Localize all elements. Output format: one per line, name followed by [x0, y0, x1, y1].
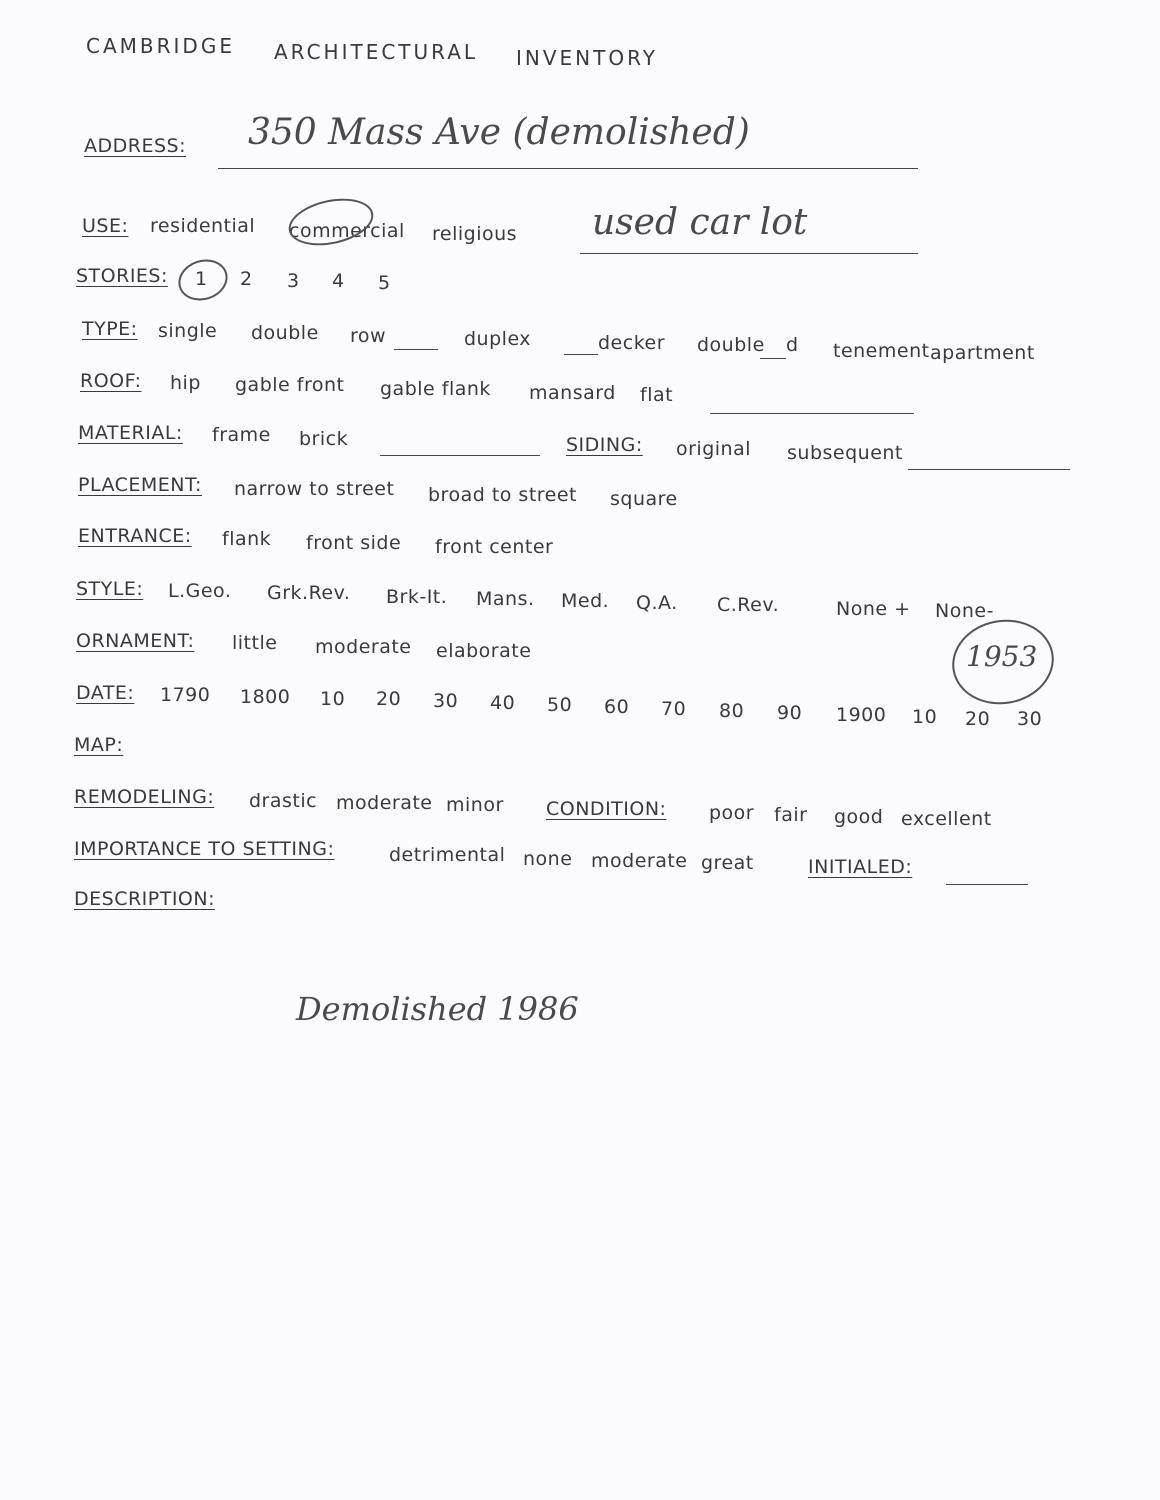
date-1810: 10: [320, 688, 346, 710]
style-none-minus: None-: [935, 600, 994, 622]
header-title-2: ARCHITECTURAL: [274, 40, 479, 64]
roof-flat: flat: [640, 384, 674, 406]
importance-great: great: [701, 852, 754, 874]
initialed-blank: [946, 884, 1028, 885]
use-commercial: commercial: [289, 220, 405, 242]
use-religious: religious: [432, 223, 518, 245]
remodeling-label: REMODELING:: [74, 786, 215, 808]
importance-none: none: [523, 848, 573, 870]
ornament-label: ORNAMENT:: [76, 630, 195, 652]
roof-label: ROOF:: [80, 370, 142, 392]
ornament-moderate: moderate: [315, 636, 412, 658]
type-row: row: [350, 325, 387, 347]
style-none-plus: None +: [836, 598, 911, 620]
siding-subsequent: subsequent: [787, 442, 903, 464]
date-1910: 10: [912, 706, 938, 728]
entrance-front-center: front center: [435, 536, 554, 558]
remodeling-minor: minor: [446, 794, 504, 816]
stories-circle-mark: [173, 253, 233, 306]
style-label: STYLE:: [76, 578, 144, 600]
roof-hip: hip: [170, 372, 201, 394]
date-1920: 20: [965, 708, 991, 730]
condition-poor: poor: [709, 802, 755, 824]
use-circle-mark: [284, 192, 377, 253]
placement-broad: broad to street: [428, 484, 578, 506]
type-double-d-blank: [760, 358, 786, 359]
type-decker: decker: [598, 332, 666, 354]
material-blank: [380, 455, 540, 456]
remodeling-moderate: moderate: [336, 792, 433, 814]
stories-3: 3: [287, 270, 300, 292]
date-handwritten: 1953: [966, 640, 1038, 673]
condition-label: CONDITION:: [546, 798, 667, 820]
type-single: single: [158, 320, 218, 342]
style-grkrev: Grk.Rev.: [267, 582, 351, 604]
use-label: USE:: [82, 215, 129, 237]
stories-1: 1: [195, 268, 208, 290]
date-1930: 30: [1017, 708, 1043, 730]
address-line: [218, 168, 918, 169]
type-apartment: apartment: [930, 342, 1035, 364]
material-label: MATERIAL:: [78, 422, 183, 444]
date-1860: 60: [604, 696, 630, 718]
date-1800: 1800: [240, 686, 291, 708]
description-label: DESCRIPTION:: [74, 888, 216, 910]
date-1870: 70: [661, 698, 687, 720]
material-frame: frame: [212, 424, 271, 446]
entrance-flank: flank: [222, 528, 272, 550]
header-title-3: INVENTORY: [516, 46, 658, 70]
stories-5: 5: [378, 272, 391, 294]
date-1840: 40: [490, 692, 516, 714]
stories-4: 4: [332, 270, 345, 292]
style-qa: Q.A.: [636, 592, 678, 614]
entrance-label: ENTRANCE:: [78, 525, 192, 547]
roof-blank: [710, 413, 914, 414]
type-label: TYPE:: [82, 318, 138, 340]
siding-original: original: [676, 438, 752, 460]
remodeling-drastic: drastic: [249, 790, 318, 812]
roof-gable-flank: gable flank: [380, 378, 491, 400]
type-double-d-suffix: d: [786, 334, 799, 356]
type-row-blank: [394, 349, 438, 350]
style-brkit: Brk-It.: [386, 586, 448, 608]
address-label: ADDRESS:: [84, 135, 186, 157]
placement-square: square: [610, 488, 678, 510]
map-label: MAP:: [74, 734, 124, 756]
placement-narrow: narrow to street: [234, 478, 395, 500]
importance-moderate: moderate: [591, 850, 688, 872]
style-crev: C.Rev.: [717, 594, 780, 616]
date-1820: 20: [376, 688, 402, 710]
condition-excellent: excellent: [901, 808, 992, 830]
description-handwritten: Demolished 1986: [296, 990, 579, 1028]
siding-blank: [908, 469, 1070, 470]
ornament-elaborate: elaborate: [436, 640, 532, 662]
style-lgeo: L.Geo.: [168, 580, 232, 602]
roof-gable-front: gable front: [235, 374, 345, 396]
date-1890: 90: [777, 702, 803, 724]
stories-label: STORIES:: [76, 265, 168, 287]
style-mans: Mans.: [476, 588, 535, 610]
header-title-1: CAMBRIDGE: [86, 34, 235, 58]
type-decker-blank: [564, 354, 598, 355]
use-line: [580, 253, 918, 254]
type-tenement: tenement: [833, 340, 930, 362]
placement-label: PLACEMENT:: [78, 474, 202, 496]
date-1850: 50: [547, 694, 573, 716]
ornament-little: little: [232, 632, 278, 654]
date-1830: 30: [433, 690, 459, 712]
condition-fair: fair: [774, 804, 808, 826]
type-double: double: [251, 322, 319, 344]
type-duplex: duplex: [464, 328, 532, 350]
entrance-front-side: front side: [306, 532, 402, 554]
condition-good: good: [834, 806, 884, 828]
initialed-label: INITIALED:: [808, 856, 913, 878]
use-residential: residential: [150, 215, 256, 237]
stories-2: 2: [240, 268, 253, 290]
use-handwritten: used car lot: [592, 202, 808, 243]
importance-detrimental: detrimental: [389, 844, 506, 866]
siding-label: SIDING:: [566, 434, 643, 456]
date-label: DATE:: [76, 682, 135, 704]
importance-label: IMPORTANCE TO SETTING:: [74, 838, 335, 860]
material-brick: brick: [299, 428, 349, 450]
roof-mansard: mansard: [529, 382, 616, 404]
date-1790: 1790: [160, 684, 211, 706]
date-1900: 1900: [836, 704, 887, 726]
type-double-d: double: [697, 334, 765, 356]
address-value: 350 Mass Ave (demolished): [248, 112, 750, 153]
date-1880: 80: [719, 700, 745, 722]
style-med: Med.: [561, 590, 610, 612]
